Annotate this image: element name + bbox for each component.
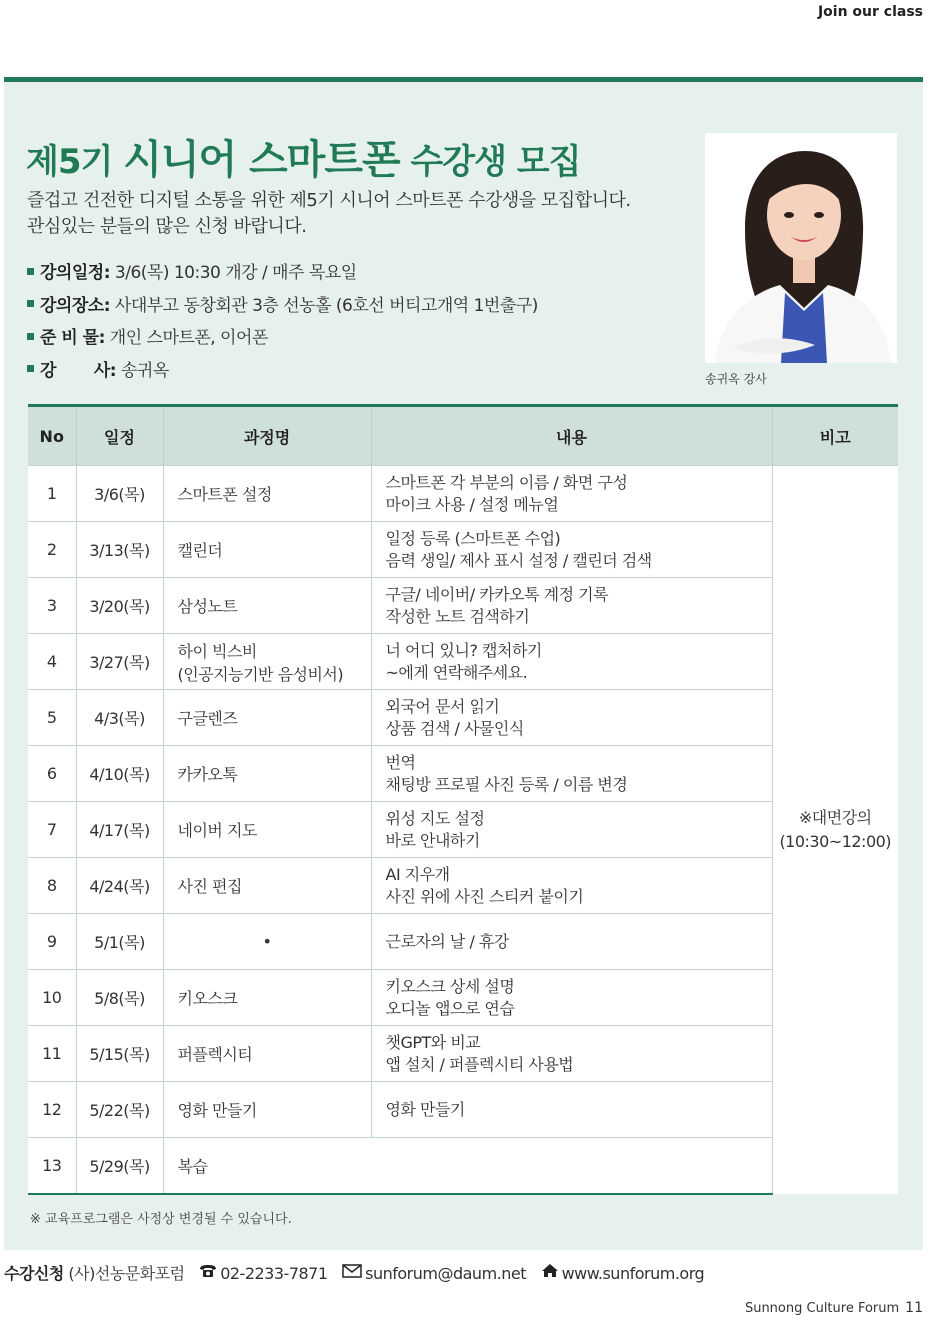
page-footer	[745, 1300, 923, 1316]
row-no: 9	[28, 914, 76, 970]
course-line-1: 영화 만들기	[177, 1101, 257, 1120]
info-location	[27, 290, 538, 323]
content-line-1: 키오스크 상세 설명	[385, 976, 515, 996]
row-course	[163, 578, 371, 634]
info-label: 강의일정:	[40, 263, 110, 283]
content-line-1: 근로자의 날 / 휴강	[385, 931, 509, 951]
title-part3: 수강생 모집	[399, 142, 581, 182]
table-row	[28, 1082, 898, 1138]
bullet-square-icon	[27, 365, 34, 372]
table-row	[28, 1138, 898, 1195]
content-line-1: 번역	[385, 752, 416, 772]
row-course	[163, 1138, 371, 1195]
table-row	[28, 914, 898, 970]
table-row	[28, 690, 898, 746]
row-date: 4/17(목)	[76, 802, 163, 858]
content-line-1: 일정 등록 (스마트폰 수업)	[385, 528, 561, 548]
content-line-2: 채팅방 프로필 사진 등록 / 이름 변경	[385, 774, 628, 794]
row-content	[371, 1138, 772, 1195]
course-line-1: 네이버 지도	[177, 821, 257, 840]
content-line-1: AI 지우개	[385, 864, 450, 884]
row-no: 7	[28, 802, 76, 858]
row-no: 8	[28, 858, 76, 914]
course-line-1: 스마트폰 설정	[177, 485, 272, 504]
info-value: 송귀옥	[116, 360, 169, 381]
page-title	[26, 128, 581, 185]
course-line-1: 사진 편집	[177, 877, 242, 896]
row-content	[371, 802, 772, 858]
page-number: 11	[905, 1300, 923, 1316]
table-header-row	[28, 406, 898, 466]
row-content	[371, 970, 772, 1026]
home-icon	[541, 1263, 559, 1282]
row-date: 5/8(목)	[76, 970, 163, 1026]
row-content	[371, 634, 772, 690]
table-row	[28, 634, 898, 690]
row-content	[371, 466, 772, 522]
course-line-2: (인공지능기반 음성비서)	[177, 664, 344, 684]
row-no: 4	[28, 634, 76, 690]
info-label: 강의장소:	[40, 295, 110, 316]
row-date: 4/3(목)	[76, 690, 163, 746]
row-course	[163, 466, 371, 522]
course-info-list	[27, 257, 538, 387]
row-content	[371, 858, 772, 914]
website-link[interactable]: www.sunforum.org	[561, 1264, 705, 1283]
info-value: 3/6(목) 10:30 개강 / 매주 목요일	[110, 263, 357, 283]
phone-icon	[199, 1263, 217, 1282]
row-course	[163, 690, 371, 746]
intro-line-2: 관심있는 분들의 많은 신청 바랍니다.	[27, 216, 307, 237]
content-line-2: 오디놀 앱으로 연습	[385, 998, 515, 1018]
course-line-1: 복습	[177, 1157, 208, 1176]
row-content	[371, 690, 772, 746]
header-no: No	[28, 406, 76, 466]
row-date: 4/10(목)	[76, 746, 163, 802]
content-line-2: 사진 위에 사진 스티커 붙이기	[385, 886, 584, 906]
content-line-2: 앱 설치 / 퍼플렉시티 사용법	[385, 1054, 574, 1074]
apply-label: 수강신청	[4, 1264, 64, 1283]
content-line-1: 챗GPT와 비교	[385, 1032, 481, 1052]
section-label: Join our class	[817, 4, 923, 20]
header-content: 내용	[371, 406, 772, 466]
row-course	[163, 802, 371, 858]
course-line-1: 하이 빅스비	[177, 641, 257, 661]
table-row	[28, 802, 898, 858]
table-row	[28, 466, 898, 522]
row-date: 3/6(목)	[76, 466, 163, 522]
row-course	[163, 1082, 371, 1138]
row-content	[371, 914, 772, 970]
bullet-square-icon	[27, 268, 34, 275]
content-line-1: 영화 만들기	[385, 1099, 465, 1119]
content-line-1: 외국어 문서 읽기	[385, 696, 500, 716]
course-line-1: 카카오톡	[177, 765, 238, 784]
bullet-square-icon	[27, 333, 34, 340]
row-content	[371, 1026, 772, 1082]
row-no: 11	[28, 1026, 76, 1082]
content-line-1: 스마트폰 각 부분의 이름 / 화면 구성	[385, 472, 628, 492]
row-course	[163, 858, 371, 914]
row-no: 2	[28, 522, 76, 578]
instructor-photo	[705, 133, 897, 363]
mail-icon	[342, 1263, 362, 1282]
table-row	[28, 522, 898, 578]
info-instructor	[27, 355, 538, 388]
header-note: 비고	[772, 406, 898, 466]
table-row	[28, 1026, 898, 1082]
row-no: 13	[28, 1138, 76, 1195]
table-row	[28, 970, 898, 1026]
content-line-1: 너 어디 있니? 캡처하기	[385, 640, 542, 660]
content-line-2: 작성한 노트 검색하기	[385, 606, 530, 626]
info-label: 강 사:	[40, 360, 117, 381]
row-date: 5/22(목)	[76, 1082, 163, 1138]
title-part2: 시니어 스마트폰	[123, 137, 400, 183]
course-line-1: •	[262, 932, 272, 951]
content-line-2: ~에게 연락해주세요.	[385, 662, 528, 682]
course-line-1: 구글렌즈	[177, 709, 238, 728]
table-row	[28, 858, 898, 914]
intro-text	[27, 188, 631, 240]
row-content	[371, 746, 772, 802]
row-date: 5/15(목)	[76, 1026, 163, 1082]
schedule-table	[28, 404, 898, 1195]
table-row	[28, 578, 898, 634]
course-line-1: 퍼플렉시티	[177, 1045, 253, 1064]
header-course: 과정명	[163, 406, 371, 466]
content-line-1: 위성 지도 설정	[385, 808, 485, 828]
row-no: 3	[28, 578, 76, 634]
instructor-portrait-icon	[705, 133, 897, 363]
content-line-2: 음력 생일/ 제사 표시 설정 / 캘린더 검색	[385, 550, 652, 570]
row-course	[163, 522, 371, 578]
row-note	[772, 466, 898, 1195]
row-date: 3/20(목)	[76, 578, 163, 634]
row-course	[163, 634, 371, 690]
email-link[interactable]: sunforum@daum.net	[365, 1264, 526, 1283]
footnote: ※ 교육프로그램은 사정상 변경될 수 있습니다.	[30, 1212, 292, 1227]
row-content	[371, 1082, 772, 1138]
info-schedule	[27, 257, 538, 290]
row-course	[163, 746, 371, 802]
phone-number[interactable]: 02-2233-7871	[220, 1264, 328, 1283]
row-date: 4/24(목)	[76, 858, 163, 914]
row-course	[163, 1026, 371, 1082]
info-value: 사대부고 동창회관 3층 선농홀 (6호선 버티고개역 1번출구)	[110, 295, 538, 316]
note-line-2: (10:30~12:00)	[779, 832, 892, 851]
intro-line-1: 즐겁고 건전한 디지털 소통을 위한 제5기 시니어 스마트폰 수강생을 모집합니다.	[27, 190, 631, 211]
note-line-1: ※대면강의	[798, 808, 872, 827]
photo-caption: 송귀옥 강사	[705, 372, 767, 386]
publication-name: Sunnong Culture Forum	[744, 1301, 900, 1316]
course-line-1: 삼성노트	[177, 597, 238, 616]
course-line-1: 키오스크	[177, 989, 238, 1008]
info-label: 준 비 물:	[40, 328, 105, 348]
row-no: 6	[28, 746, 76, 802]
row-no: 10	[28, 970, 76, 1026]
content-line-1: 구글/ 네이버/ 카카오톡 계정 기록	[385, 584, 609, 604]
content-line-2: 상품 검색 / 사물인식	[385, 718, 524, 738]
info-materials	[27, 322, 538, 355]
bullet-square-icon	[27, 300, 34, 307]
row-content	[371, 522, 772, 578]
row-date: 3/27(목)	[76, 634, 163, 690]
row-no: 12	[28, 1082, 76, 1138]
course-line-1: 캘린더	[177, 541, 223, 560]
info-value: 개인 스마트폰, 이어폰	[104, 328, 268, 348]
row-content	[371, 578, 772, 634]
apply-contact	[4, 1261, 704, 1284]
content-line-2: 바로 안내하기	[385, 830, 480, 850]
row-no: 1	[28, 466, 76, 522]
apply-org: (사)선농문화포럼	[63, 1264, 185, 1283]
row-date: 5/1(목)	[76, 914, 163, 970]
row-no: 5	[28, 690, 76, 746]
content-line-2: 마이크 사용 / 설정 메뉴얼	[385, 494, 559, 514]
row-course	[163, 914, 371, 970]
table-row	[28, 746, 898, 802]
title-part1: 제5기	[26, 142, 124, 182]
row-date: 3/13(목)	[76, 522, 163, 578]
row-date: 5/29(목)	[76, 1138, 163, 1195]
header-date: 일정	[76, 406, 163, 466]
row-course	[163, 970, 371, 1026]
